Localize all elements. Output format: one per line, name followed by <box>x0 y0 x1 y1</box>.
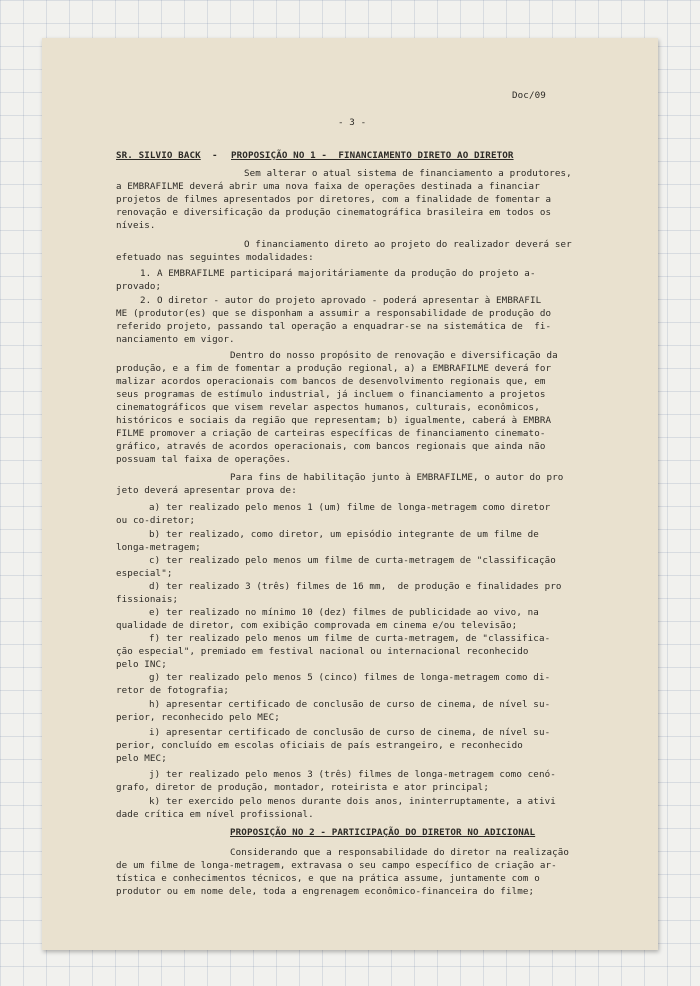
text-line: produção, e a fim de fomentar a produção regional, a) a EMBRAFILME deverá for <box>116 363 552 374</box>
text-line: especial"; <box>116 568 173 579</box>
text-line: FILME promover a criação de carteiras específicas de financiamento cinemato- <box>116 428 546 439</box>
text-line: projetos de filmes apresentados por diretores, com a finalidade de fomentar a <box>116 194 552 205</box>
text-line: Considerando que a responsabilidade do diretor na realização <box>230 847 570 858</box>
text-line: perior, reconhecido pelo MEC; <box>116 712 280 723</box>
text-line: históricos e sociais da região que representam; b) igualmente, caberá à EMBRA <box>116 415 552 426</box>
text-line: tística e conhecimentos técnicos, e que na prática assume, juntamente com o <box>116 873 540 884</box>
text-line: perior, concluído em escolas oficiais de país estrangeiro, e reconhecido <box>116 740 523 751</box>
text-line: provado; <box>116 281 162 292</box>
text-line: qualidade de diretor, com exibição comprovada em cinema e/ou televisão; <box>116 620 518 631</box>
text-line: níveis. <box>116 220 156 231</box>
section-title: PROPOSIÇÃO NO 2 - PARTICIPAÇÃO DO DIRETOR NO ADICIONAL <box>230 827 536 838</box>
text-line: referido projeto, passando tal operação a enquadrar-se na sistemática de fi- <box>116 321 552 332</box>
text-line: malizar acordos operacionais com bancos de desenvolvimento regionais que, em <box>116 376 546 387</box>
page-number: - 3 - <box>338 117 367 128</box>
text-line: jeto deverá apresentar prova de: <box>116 485 297 496</box>
text-line: grafo, diretor de produção, montador, roteirista e ator principal; <box>116 782 489 793</box>
list-item: i) apresentar certificado de conclusão de curso de cinema, de nível su- <box>149 727 551 738</box>
list-item: k) ter exercido pelo menos durante dois anos, ininterruptamente, a ativi <box>149 796 556 807</box>
text-line: pelo MEC; <box>116 753 167 764</box>
list-item: e) ter realizado no mínimo 10 (dez) filmes de publicidade ao vivo, na <box>149 607 539 618</box>
text-line: Para fins de habilitação junto à EMBRAFILME, o autor do pro <box>230 472 564 483</box>
text-line: a EMBRAFILME deverá abrir uma nova faixa de operações destinada a financiar <box>116 181 540 192</box>
text-line: nanciamento em vigor. <box>116 334 235 345</box>
heading-dash: - <box>212 150 218 161</box>
list-item: a) ter realizado pelo menos 1 (um) filme de longa-metragem como diretor <box>149 502 551 513</box>
speaker-name: SR. SILVIO BACK <box>116 150 201 161</box>
text-line: 1. A EMBRAFILME participará majoritáriamente da produção do projeto a- <box>140 268 536 279</box>
text-line: ou co-diretor; <box>116 515 196 526</box>
text-line: dade crítica em nível profissional. <box>116 809 314 820</box>
text-line: 2. O diretor - autor do projeto aprovado - poderá apresentar à EMBRAFIL <box>140 295 542 306</box>
text-line: cinematográficos que visem revelar aspectos humanos, culturais, econômicos, <box>116 402 540 413</box>
list-item: f) ter realizado pelo menos um filme de curta-metragem, de "classifica- <box>149 633 551 644</box>
text-line: O financiamento direto ao projeto do realizador deverá ser <box>244 239 572 250</box>
list-item: h) apresentar certificado de conclusão de curso de cinema, de nível su- <box>149 699 551 710</box>
text-line: pelo INC; <box>116 659 167 670</box>
document-page <box>42 38 658 950</box>
text-line: ME (produtor(es) que se disponham a assumir a responsabilidade de produção do <box>116 308 552 319</box>
text-line: ção especial", premiado em festival nacional ou internacional reconhecido <box>116 646 529 657</box>
document-reference: Doc/09 <box>512 90 546 101</box>
text-line: fissionais; <box>116 594 179 605</box>
text-line: seus programas de estímulo industrial, já incluem o financiamento a projetos <box>116 389 546 400</box>
text-line: de um filme de longa-metragem, extravasa o seu campo específico de criação ar- <box>116 860 557 871</box>
list-item: b) ter realizado, como diretor, um episódio integrante de um filme de <box>149 529 539 540</box>
text-line: efetuado nas seguintes modalidades: <box>116 252 314 263</box>
text-line: produtor ou em nome dele, toda a engrenagem econômico-financeira do filme; <box>116 886 535 897</box>
section-title: PROPOSIÇÃO NO 1 - FINANCIAMENTO DIRETO AO DIRETOR <box>231 150 514 161</box>
text-line: renovação e diversificação da produção cinematográfica brasileira em todos os <box>116 207 552 218</box>
text-line: Dentro do nosso propósito de renovação e diversificação da <box>230 350 558 361</box>
list-item: c) ter realizado pelo menos um filme de curta-metragem de "classificação <box>149 555 556 566</box>
text-line: retor de fotografia; <box>116 685 230 696</box>
list-item: g) ter realizado pelo menos 5 (cinco) filmes de longa-metragem como di- <box>149 672 551 683</box>
text-line: possuam tal faixa de operações. <box>116 454 292 465</box>
list-item: d) ter realizado 3 (três) filmes de 16 mm, de produção e finalidades pro <box>149 581 562 592</box>
text-line: longa-metragem; <box>116 542 201 553</box>
text-line: gráfico, através de acordos operacionais, com bancos regionais que ainda não <box>116 441 546 452</box>
list-item: j) ter realizado pelo menos 3 (três) filmes de longa-metragem como cenó- <box>149 769 556 780</box>
text-line: Sem alterar o atual sistema de financiamento a produtores, <box>244 168 572 179</box>
